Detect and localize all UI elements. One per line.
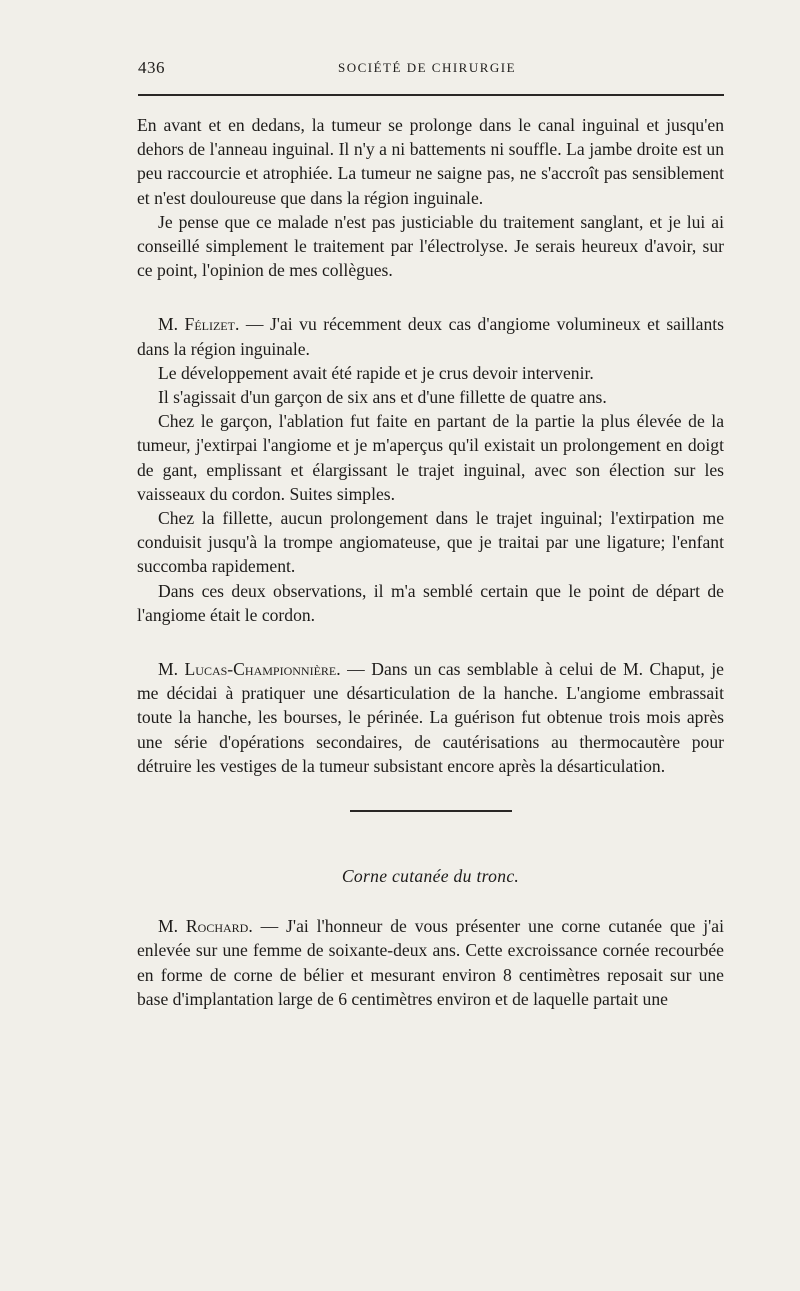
paragraph-cases: Il s'agissait d'un garçon de six ans et d'une fillette de quatre ans.	[158, 387, 607, 408]
speaker-rochard: M. Rochard.	[158, 916, 253, 937]
section-separator	[350, 810, 512, 812]
page-number: 436	[138, 58, 165, 77]
paragraph-continued: En avant et en dedans, la tumeur se prolonge dans le canal inguinal et jusqu'en dehors de l'anneau inguinal. Il n'y a ni battements ni souffle. La jambe droite est un peu raccourcie et atrophiée. La tumeur ne saigne pas, ne s'accroît pas sensiblement et n'est douloureuse que dans la région inguinale.	[137, 115, 724, 208]
paragraph-rochard	[137, 914, 724, 1011]
page-header	[138, 58, 724, 82]
running-head: SOCIÉTÉ DE CHIRURGIE	[338, 60, 517, 75]
paragraph-observations: Dans ces deux observations, il m'a semblé certain que le point de départ de l'angiome était le cordon.	[137, 580, 724, 625]
paragraph-gap	[137, 627, 724, 657]
paragraph-developpement: Le développement avait été rapide et je crus devoir intervenir.	[158, 362, 594, 383]
paragraph-gap	[137, 282, 724, 312]
paragraph-garcon: Chez le garçon, l'ablation fut faite en partant de la partie la plus élevée de la tumeur, j'extirpai l'angiome et je m'aperçus qu'il existait un prolongement en doigt de gant, emplissant et élargissant le trajet inguinal, avec son élection sur les vaisseaux du cordon. Suites simples.	[137, 411, 724, 504]
speaker-felizet: M. Félizet.	[158, 314, 240, 335]
paragraph-lucas	[137, 657, 724, 778]
speech-lucas: — Dans un cas semblable à celui de M. Chaput, je me décidai à pratiquer une désarticulation de la hanche. L'angiome embrassait toute la hanche, les bourses, le périnée. La guérison fut obtenue trois mois après une série d'opérations secondaires, de cautérisations au thermocautère pour détruire les vestiges de la tumeur subsistant encore après la désarticulation.	[137, 659, 724, 776]
section-title: Corne cutanée du tronc.	[341, 866, 520, 887]
header-rule	[138, 94, 724, 96]
speech-felizet: — J'ai vu récemment deux cas d'angiome volumineux et saillants dans la région inguinale.	[137, 314, 724, 359]
speech-rochard: — J'ai l'honneur de vous présenter une corne cutanée que j'ai enlevée sur une femme de soixante-deux ans. Cette excroissance cornée recourbée en forme de corne de bélier et mesurant environ 8 centimètres reposait sur une base d'implantation large de 6 centimètres environ et de laquelle partait une	[137, 916, 724, 1009]
paragraph-gap	[137, 888, 724, 914]
page-body	[137, 113, 724, 1011]
paragraph-electrolyse: Je pense que ce malade n'est pas justiciable du traitement sanglant, et je lui ai conseillé simplement le traitement par l'électrolyse. Je serais heureux d'avoir, sur ce point, l'opinion de mes collègues.	[137, 211, 724, 281]
paragraph-fillette: Chez la fillette, aucun prolongement dans le trajet inguinal; l'extirpation me conduisit jusqu'à la trompe angiomateuse, que je traitai par une ligature; l'enfant succomba rapidement.	[137, 508, 724, 577]
speaker-lucas: M. Lucas-Championnière.	[158, 659, 341, 680]
paragraph-felizet	[137, 312, 724, 360]
